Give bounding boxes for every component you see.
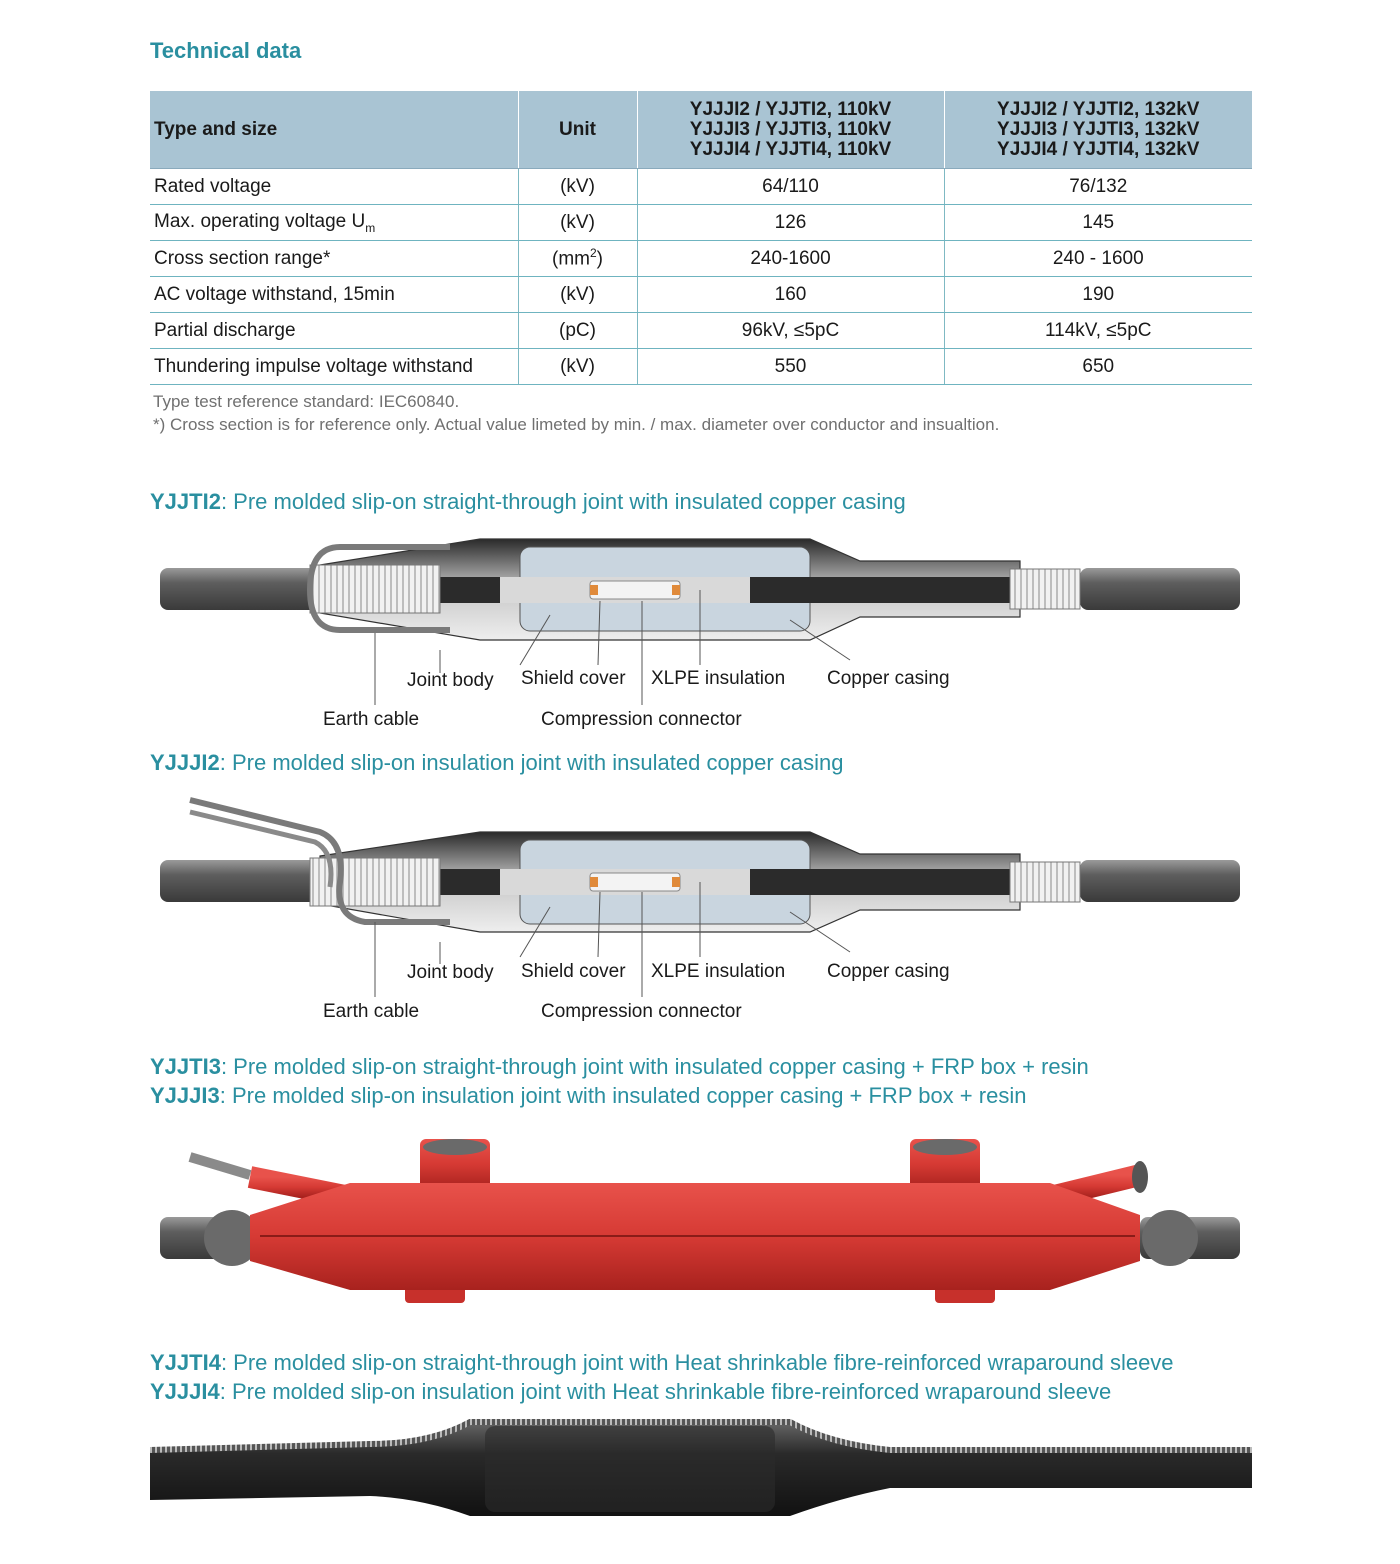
label-earth-cable: Earth cable	[323, 1001, 420, 1022]
copper-casing-body	[310, 832, 1080, 932]
value-110-cell: 550	[637, 349, 944, 385]
param-cell: AC voltage withstand, 15min	[150, 277, 518, 313]
unit-cell: (pC)	[518, 313, 637, 349]
label-xlpe-insulation: XLPE insulation	[651, 961, 786, 982]
table-row	[150, 241, 1252, 277]
cable-right	[1080, 860, 1240, 902]
value-132-cell: 114kV, ≤5pC	[944, 313, 1252, 349]
header-110kv: YJJJI2 / YJJTI2, 110kV YJJJI3 / YJJTI3, 110kV YJJJI4 / YJJTI4, 110kV	[637, 91, 944, 169]
cable-left	[160, 568, 330, 610]
table-row	[150, 169, 1252, 205]
copper-casing-body	[310, 539, 1080, 640]
label-earth-cable: Earth cable	[323, 709, 420, 730]
param-cell: Max. operating voltage $U_m$	[150, 205, 518, 241]
joint-diagram-yjjji2	[150, 792, 1250, 1027]
joint-diagram-yjjti2	[150, 535, 1250, 735]
joint-title-yjjti2: YJJTI2: Pre molded slip-on straight-through joint with insulated copper casing	[150, 489, 906, 514]
label-joint-body: Joint body	[407, 962, 494, 983]
table-row	[150, 313, 1252, 349]
table-row	[150, 205, 1252, 241]
value-132-cell: 76/132	[944, 169, 1252, 205]
table-row	[150, 277, 1252, 313]
header-132kv: YJJJI2 / YJJTI2, 132kV YJJJI3 / YJJTI3, 132kV YJJJI4 / YJJTI4, 132kV	[944, 91, 1252, 169]
technical-data-table	[150, 91, 1252, 385]
value-132-cell: 650	[944, 349, 1252, 385]
unit-cell: (kV)	[518, 349, 637, 385]
value-110-cell: 96kV, ≤5pC	[637, 313, 944, 349]
joint-title-yjjji2: YJJJI2: Pre molded slip-on insulation joint with insulated copper casing	[150, 750, 844, 775]
unit-cell: (kV)	[518, 277, 637, 313]
value-110-cell: 126	[637, 205, 944, 241]
note-standard: Type test reference standard: IEC60840.	[153, 392, 460, 411]
value-132-cell: 240 - 1600	[944, 241, 1252, 277]
label-shield-cover: Shield cover	[521, 668, 626, 689]
joint-title-yjjji3: YJJJI3: Pre molded slip-on insulation joint with insulated copper casing + FRP box + resin	[150, 1083, 1027, 1108]
label-xlpe-insulation: XLPE insulation	[651, 668, 786, 689]
value-110-cell: 64/110	[637, 169, 944, 205]
table-row	[150, 349, 1252, 385]
unit-cell: (kV)	[518, 205, 637, 241]
heat-shrink-sleeve-diagram	[150, 1412, 1252, 1532]
header-unit: Unit	[518, 91, 637, 169]
cable-right	[1140, 1210, 1240, 1266]
label-joint-body: Joint body	[407, 670, 494, 691]
value-110-cell: 240-1600	[637, 241, 944, 277]
frp-box-body	[250, 1139, 1140, 1303]
joint-title-yjjti3: YJJTI3: Pre molded slip-on straight-through joint with insulated copper casing + FRP box + resin	[150, 1054, 1089, 1079]
header-type-and-size: Type and size	[150, 91, 518, 169]
table-header-row	[150, 91, 1252, 169]
value-110-cell: 160	[637, 277, 944, 313]
label-compression-connector: Compression connector	[541, 709, 742, 730]
label-compression-connector: Compression connector	[541, 1001, 742, 1022]
value-132-cell: 190	[944, 277, 1252, 313]
param-cell: Rated voltage	[150, 169, 518, 205]
label-copper-casing: Copper casing	[827, 668, 950, 689]
value-132-cell: 145	[944, 205, 1252, 241]
label-shield-cover: Shield cover	[521, 961, 626, 982]
param-cell: Thundering impulse voltage withstand	[150, 349, 518, 385]
joint-title-yjjji4: YJJJI4: Pre molded slip-on insulation joint with Heat shrinkable fibre-reinforced wraparound sleeve	[150, 1379, 1112, 1404]
note-cross-section: *) Cross section is for reference only. Actual value limeted by min. / max. diameter over conductor and insualtion.	[153, 415, 1000, 434]
wraparound-sleeve	[150, 1420, 1252, 1516]
joint-title-yjjti4: YJJTI4: Pre molded slip-on straight-through joint with Heat shrinkable fibre-reinforced wraparound sleeve	[150, 1350, 1174, 1375]
cable-left	[160, 860, 330, 902]
table-notes	[153, 390, 999, 436]
label-copper-casing: Copper casing	[827, 961, 950, 982]
param-cell: Cross section range*	[150, 241, 518, 277]
cable-right	[1080, 568, 1240, 610]
section-title: Technical data	[150, 38, 302, 63]
param-cell: Partial discharge	[150, 313, 518, 349]
unit-cell: $(mm^2)$	[518, 241, 637, 277]
unit-cell: (kV)	[518, 169, 637, 205]
frp-box-diagram	[150, 1135, 1250, 1310]
